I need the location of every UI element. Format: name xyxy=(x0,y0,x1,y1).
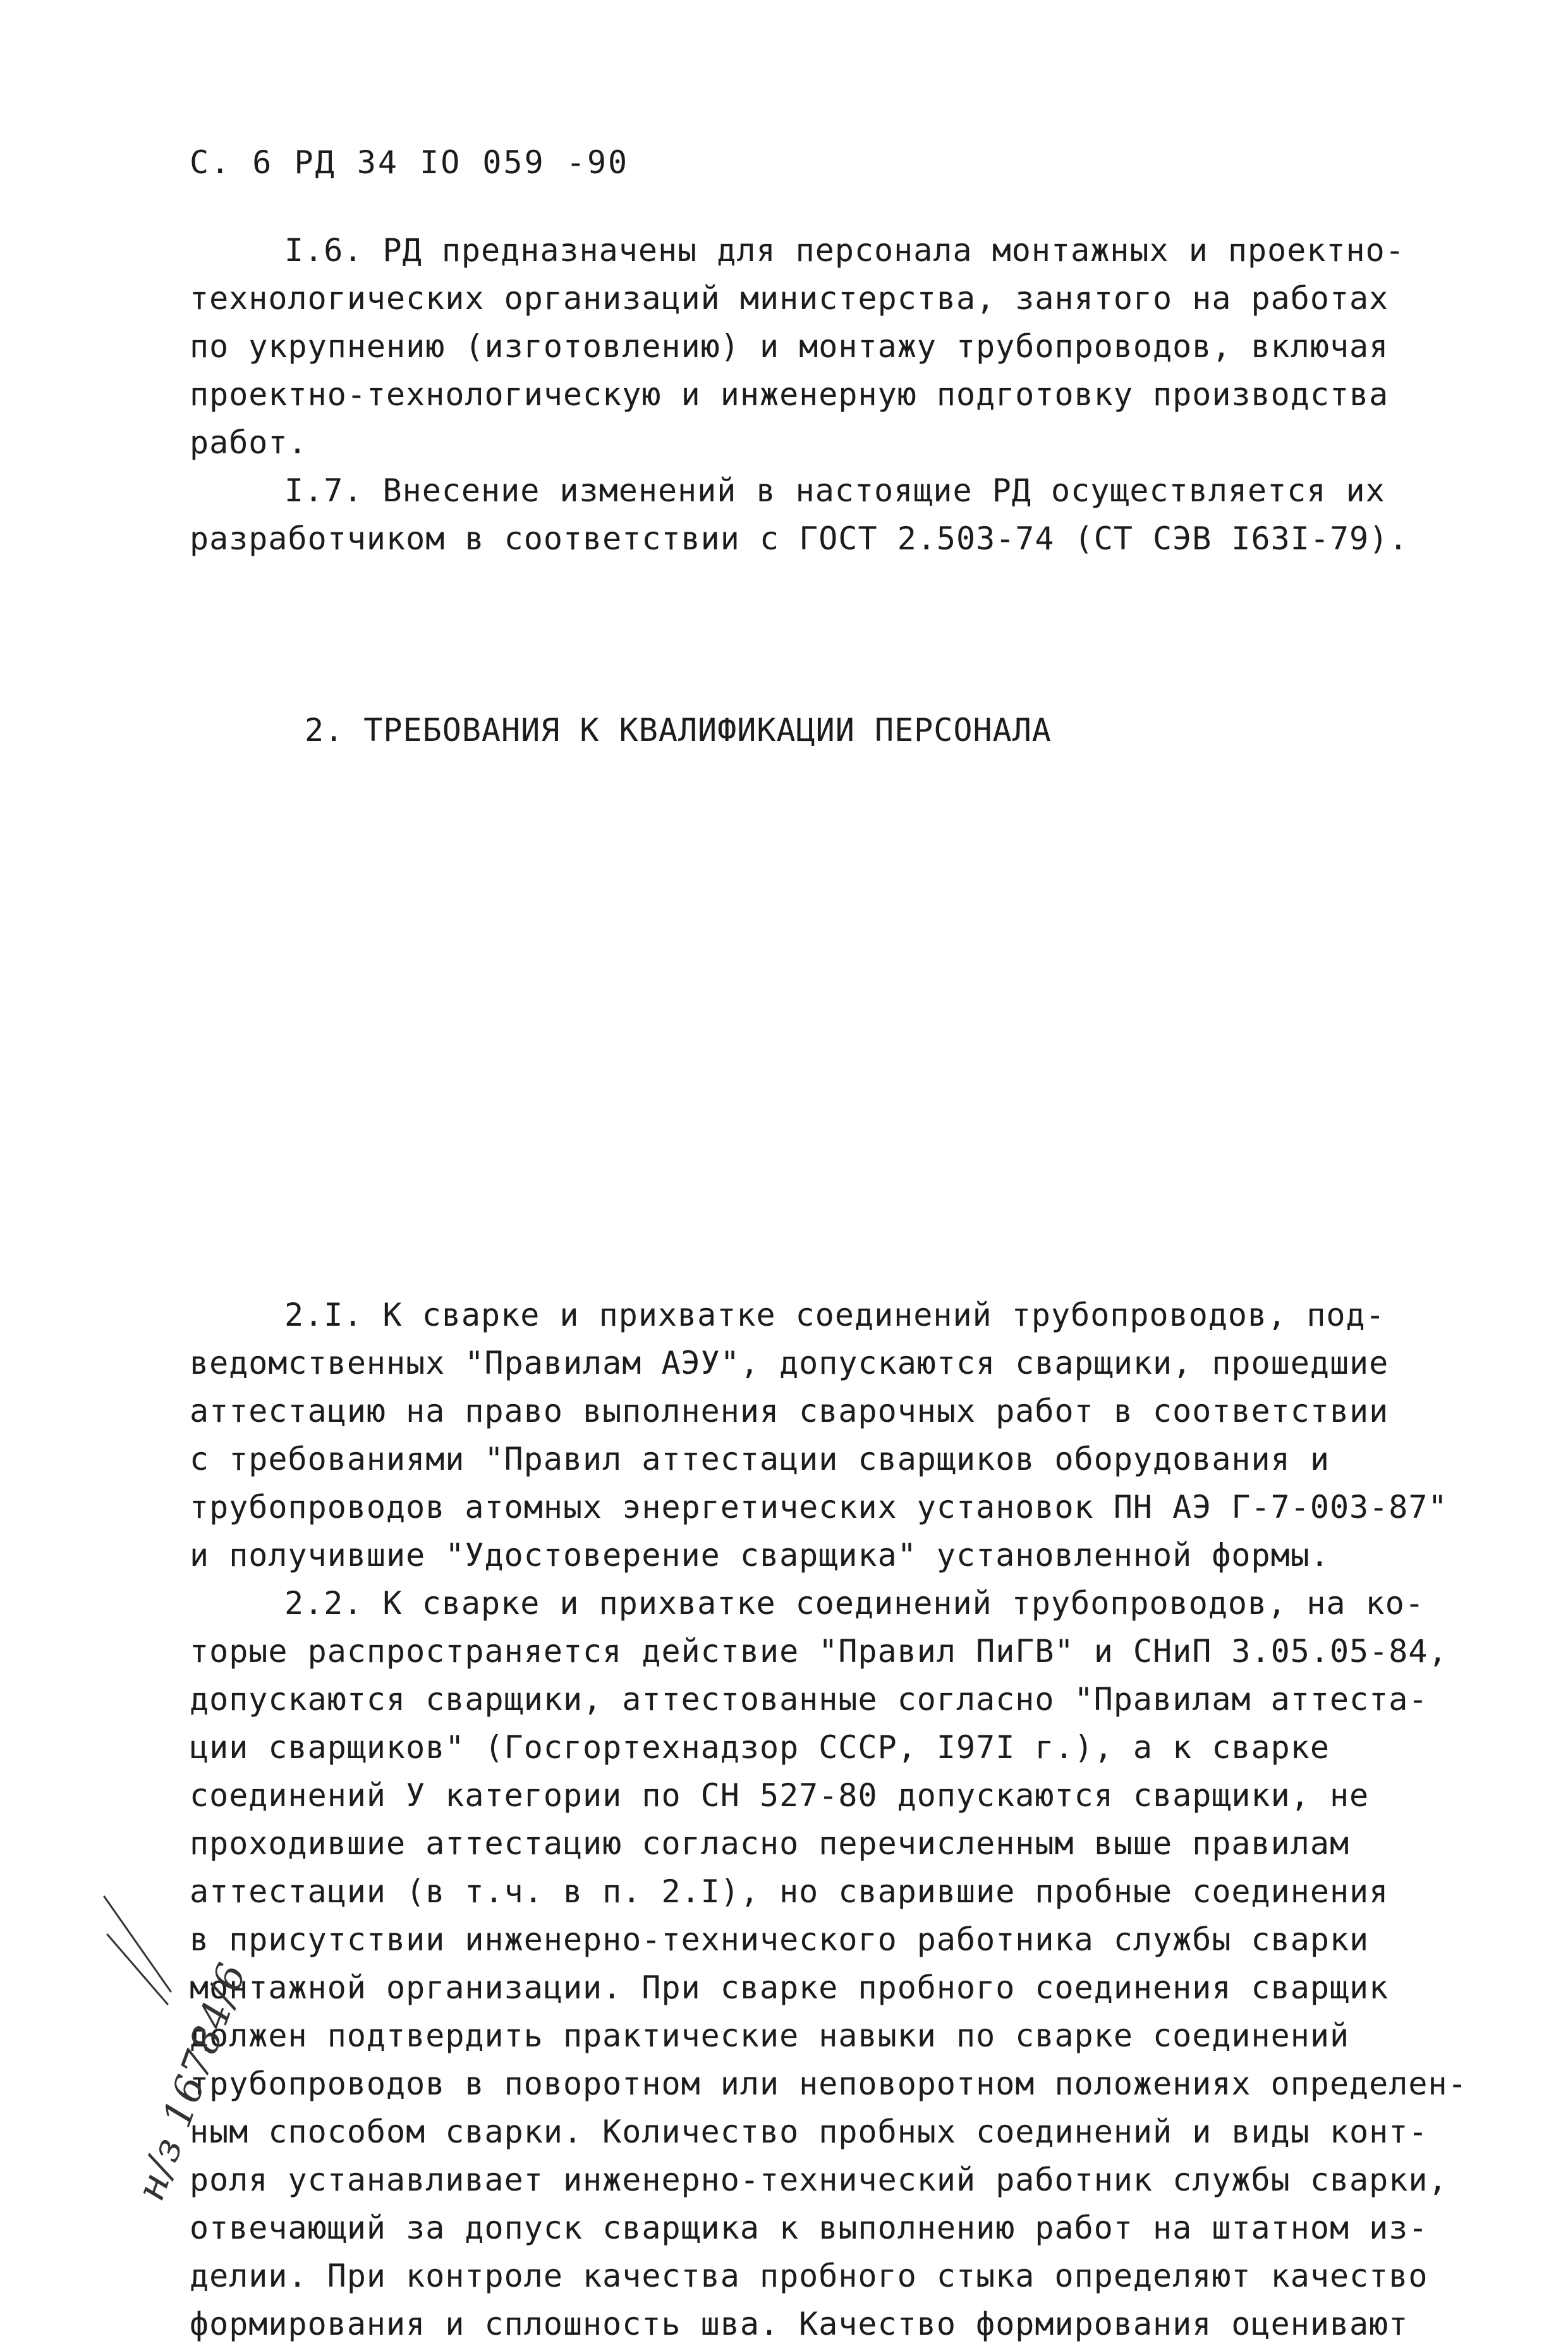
paragraph-line: ведомственных "Правилам АЭУ", допускаются сварщики, прошедшие xyxy=(190,1345,1389,1381)
paragraph-line: соединений У категории по СН 527-80 допускаются сварщики, не xyxy=(190,1777,1370,1814)
paragraph-line: с требованиями "Правил аттестации сварщиков оборудования и xyxy=(190,1441,1330,1477)
paragraph-line: и получившие "Удостоверение сварщика" установленной формы. xyxy=(190,1537,1330,1574)
section-2-text xyxy=(190,1291,1468,2348)
paragraph-line: формирования и сплошность шва. Качество формирования оценивают xyxy=(190,2306,1409,2342)
paragraph-line: по укрупнению (изготовлению) и монтажу трубопроводов, включая xyxy=(190,328,1389,365)
paragraph-line: 2.I. К сварке и прихватке соединений трубопроводов, под- xyxy=(284,1297,1385,1333)
paragraph-line: I.6. РД предназначены для персонала монтажных и проектно- xyxy=(284,232,1405,269)
paragraph-line: отвечающий за допуск сварщика к выполнению работ на штатном из- xyxy=(190,2210,1428,2246)
paragraph-line: должен подтвердить практические навыки по сварке соединений xyxy=(190,2017,1350,2054)
inventory-mark-stroke xyxy=(104,1897,171,2004)
section-2-title: 2. ТРЕБОВАНИЯ К КВАЛИФИКАЦИИ ПЕРСОНАЛА xyxy=(305,712,1052,749)
paragraph-line: трубопроводов в поворотном или неповоротном положениях определен- xyxy=(190,2065,1468,2102)
paragraph-line: проходившие аттестацию согласно перечисленным выше правилам xyxy=(190,1825,1350,1862)
paragraph-line: делии. При контроле качества пробного стыка определяют качество xyxy=(190,2258,1428,2294)
inventory-mark-text: н/з 16784/6 xyxy=(126,1956,256,2207)
paragraph-line: работ. xyxy=(190,424,308,461)
paragraph-line: монтажной организации. При сварке пробного соединения сварщик xyxy=(190,1969,1389,2006)
page-header: С. 6 РД 34 IO 059 -90 xyxy=(190,144,629,181)
paragraph-line: торые распространяется действие "Правил ПиГВ" и СНиП 3.05.05-84, xyxy=(190,1633,1448,1670)
section-1-text xyxy=(190,226,1428,563)
paragraph-line: технологических организаций министерства, занятого на работах xyxy=(190,280,1389,317)
paragraph-line: трубопроводов атомных энергетических установок ПН АЭ Г-7-003-87" xyxy=(190,1489,1448,1526)
paragraph-line: в присутствии инженерно-технического работника службы сварки xyxy=(190,1921,1370,1958)
paragraph-line: аттестации (в т.ч. в п. 2.I), но сварившие пробные соединения xyxy=(190,1873,1389,1910)
paragraph-line: допускаются сварщики, аттестованные согласно "Правилам аттеста- xyxy=(190,1681,1428,1718)
paragraph-line: разработчиком в соответствии с ГОСТ 2.503-74 (СТ СЭВ I63I-79). xyxy=(190,520,1409,557)
handwritten-inventory-mark xyxy=(95,1859,256,2213)
paragraph-line: аттестацию на право выполнения сварочных работ в соответствии xyxy=(190,1393,1389,1429)
paragraph-line: ным способом сварки. Количество пробных соединений и виды конт- xyxy=(190,2113,1428,2150)
paragraph-line: 2.2. К сварке и прихватке соединений трубопроводов, на ко- xyxy=(284,1585,1425,1622)
paragraph-line: ции сварщиков" (Госгортехнадзор СССР, I97I г.), а к сварке xyxy=(190,1729,1330,1766)
paragraph-line: роля устанавливает инженерно-технический работник службы сварки, xyxy=(190,2162,1448,2198)
paragraph-line: проектно-технологическую и инженерную подготовку производства xyxy=(190,376,1389,413)
paragraph-line: I.7. Внесение изменений в настоящие РД осуществляется их xyxy=(284,472,1385,509)
